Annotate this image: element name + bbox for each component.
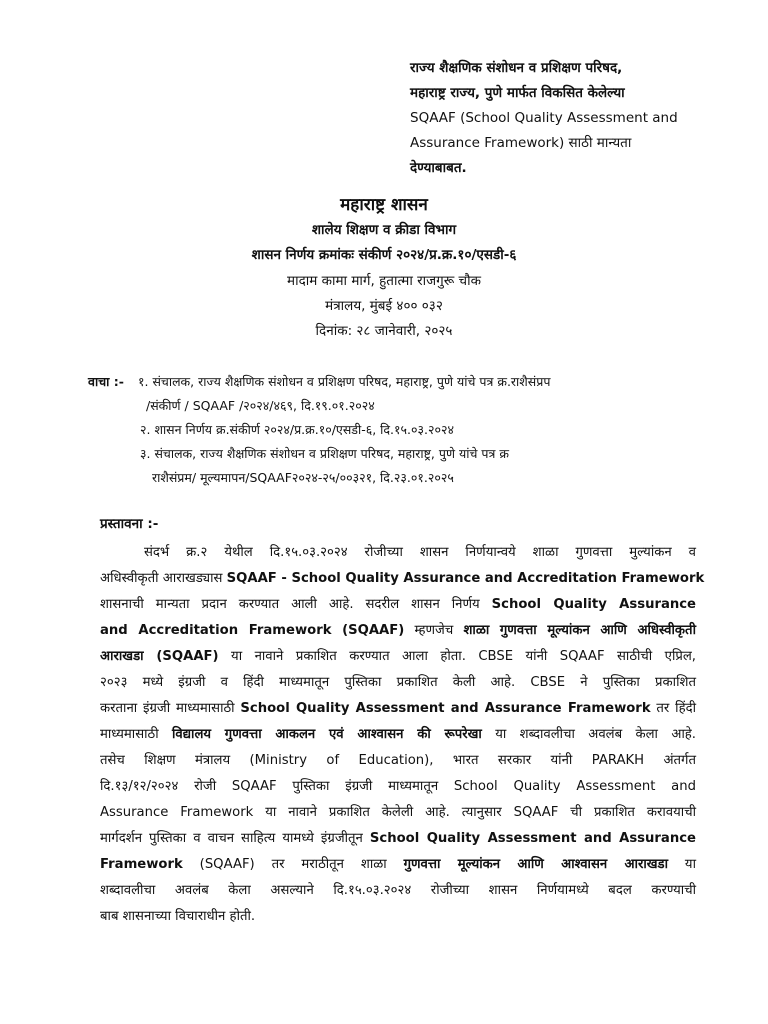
- text-span: अधिस्वीकृती आराखड्यास: [100, 571, 227, 586]
- paragraph-line: [100, 618, 696, 644]
- text-span: शाळा गुणवत्ता मूल्यांकन आणि अधिस्वीकृती: [463, 623, 696, 638]
- text-span: (SQAAF) तर मराठीतून शाळा: [182, 857, 404, 872]
- subject-line: Assurance Framework) साठी मान्यता: [410, 135, 632, 151]
- text-span: संदर्भ क्र.२ येथील दि.१५.०३.२०२४ रोजीच्या शासन निर्णयान्वये शाळा गुणवत्ता मुल्यांकन व: [144, 545, 696, 560]
- text-span: and Accreditation Framework (SQAAF): [100, 623, 405, 638]
- text-span: तर हिंदी: [650, 701, 696, 716]
- subject-block: [410, 56, 680, 181]
- govt-title: महाराष्ट्र शासन: [340, 195, 428, 215]
- text-span: School Quality Assessment and Assurance: [369, 831, 696, 846]
- reference-item: १. संचालक, राज्य शैक्षणिक संशोधन व प्रशिक्षण परिषद, महाराष्ट्र, पुणे यांचे पत्र क्र.राशैसंप्रप: [138, 374, 551, 389]
- paragraph-line: [100, 540, 696, 566]
- text-span: विद्यालय गुणवत्ता आकलन एवं आश्वासन की रूपरेखा: [171, 727, 482, 742]
- text-span: करताना इंग्रजी माध्यमासाठी: [100, 701, 241, 716]
- reference-item: ३. संचालक, राज्य शैक्षणिक संशोधन व प्रशिक्षण परिषद, महाराष्ट्र, पुणे यांचे पत्र क्र: [140, 446, 509, 461]
- paragraph-line: [100, 904, 696, 930]
- paragraph-line: [100, 774, 696, 800]
- reference-item: २. शासन निर्णय क्र.संकीर्ण २०२४/प्र.क्र.१०/एसडी-६, दि.१५.०३.२०२४: [140, 422, 454, 437]
- subject-line: महाराष्ट्र राज्य, पुणे मार्फत विकसित केलेल्या: [410, 85, 625, 101]
- text-span: Assurance Framework या नावाने प्रकाशित केलेली आहे. त्यानुसार SQAAF ची प्रकाशित करावयाची: [100, 805, 696, 820]
- text-span: दि.१३/१२/२०२४ रोजी SQAAF पुस्तिका इंग्रजी माध्यमातून School Quality Assessment and: [100, 779, 696, 794]
- address-line: मादाम कामा मार्ग, हुतात्मा राजगुरू चौक: [287, 273, 481, 289]
- paragraph-line: [100, 670, 696, 696]
- text-span: शासनाची मान्यता प्रदान करण्यात आली आहे. सदरील शासन निर्णय: [100, 597, 492, 612]
- text-span: शब्दावलीचा अवलंब केला असल्याने दि.१५.०३.२०२४ रोजीच्या शासन निर्णयामध्ये बदल करण्याची: [100, 883, 696, 898]
- paragraph-line: [100, 800, 696, 826]
- text-span: School Quality Assessment and Assurance Framework: [240, 701, 651, 716]
- document-date: दिनांक: २८ जानेवारी, २०२५: [315, 323, 453, 339]
- text-span: या नावाने प्रकाशित करण्यात आला होता. CBSE यांनी SQAAF साठीची एप्रिल,: [218, 649, 696, 664]
- preamble-paragraph: [100, 540, 705, 930]
- text-span: तसेच शिक्षण मंत्रालय (Ministry of Education), भारत सरकार यांनी PARAKH अंतर्गत: [100, 753, 696, 768]
- text-span: या: [668, 857, 696, 872]
- text-span: बाब शासनाच्या विचाराधीन होती.: [100, 909, 256, 924]
- text-span: SQAAF - School Quality Assurance and Accreditation Framework: [226, 571, 705, 586]
- paragraph-line: [100, 878, 696, 904]
- text-span: म्हणजेच: [404, 623, 464, 638]
- reference-item: /संकीर्ण / SQAAF /२०२४/४६९, दि.१९.०१.२०२४: [146, 398, 375, 413]
- text-span: School Quality Assurance: [491, 597, 697, 612]
- text-span: २०२३ मध्ये इंग्रजी व हिंदी माध्यमातून पुस्तिका प्रकाशित केली आहे. CBSE ने पुस्तिका प्रकाशित: [100, 675, 696, 690]
- paragraph-line: [100, 852, 696, 878]
- text-span: आराखडा (SQAAF): [100, 649, 219, 664]
- subject-line: SQAAF (School Quality Assessment and: [410, 110, 678, 126]
- preamble-title: प्रस्तावना :-: [100, 516, 159, 532]
- reference-item: राशैसंप्रम/ मूल्यमापन/SQAAF२०२४-२५/००३२१, दि.२३.०१.२०२५: [152, 470, 454, 485]
- paragraph-line: [100, 566, 705, 592]
- paragraph-line: [100, 696, 696, 722]
- text-span: या शब्दावलीचा अवलंब केला आहे.: [481, 727, 696, 742]
- paragraph-line: [100, 592, 696, 618]
- paragraph-line: [100, 748, 696, 774]
- subject-line: राज्य शैक्षणिक संशोधन व प्रशिक्षण परिषद,: [410, 60, 623, 76]
- text-span: गुणवत्ता मूल्यांकन आणि आश्वासन आराखडा: [403, 857, 669, 872]
- paragraph-line: [100, 826, 696, 852]
- address-line: मंत्रालय, मुंबई ४०० ०३२: [325, 298, 443, 314]
- text-span: मार्गदर्शन पुस्तिका व वाचन साहित्य यामध्ये इंग्रजीतून: [100, 831, 370, 846]
- paragraph-line: [100, 722, 696, 748]
- references-label: वाचा :-: [88, 374, 124, 389]
- text-span: माध्यमासाठी: [100, 727, 172, 742]
- subject-line: देण्याबाबत.: [410, 160, 467, 176]
- department-title: शालेय शिक्षण व क्रीडा विभाग: [311, 222, 457, 238]
- text-span: Framework: [100, 857, 183, 872]
- paragraph-line: [100, 644, 696, 670]
- gr-number: शासन निर्णय क्रमांकः संकीर्ण २०२४/प्र.क्र.१०/एसडी-६: [251, 247, 517, 263]
